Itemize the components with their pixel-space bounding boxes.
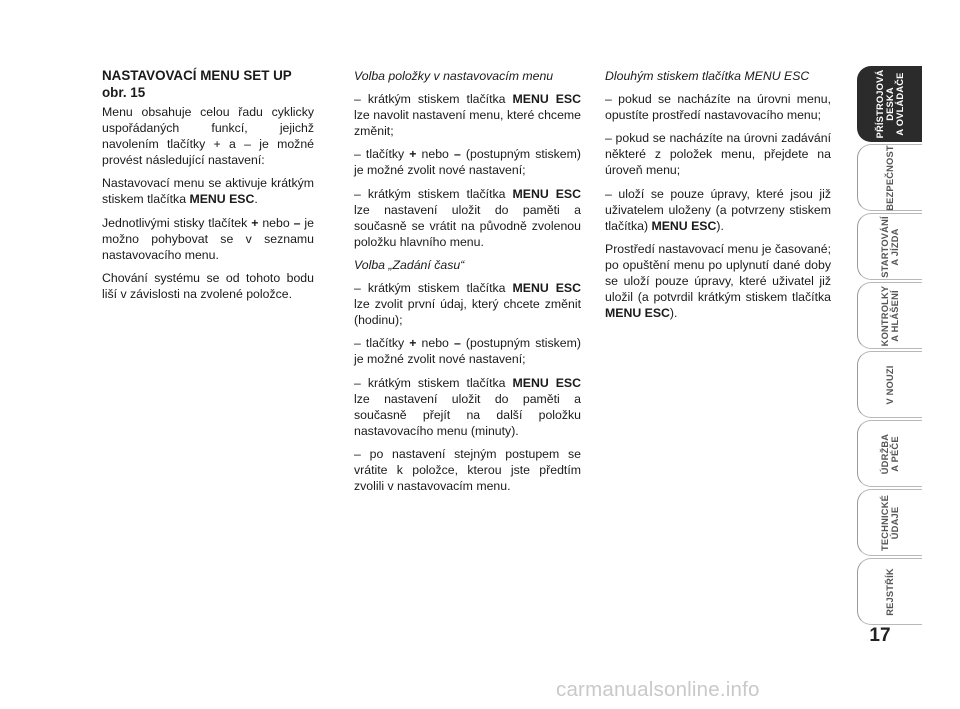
- section-title: NASTAVOVACÍ MENU SET UP obr. 15: [102, 68, 292, 100]
- list-item: – tlačítky + nebo – (postupným stiskem) je možné zvolit nové nastavení;: [354, 336, 581, 367]
- paragraph: Nastavovací menu se aktivuje krátkým stiskem tlačítka MENU ESC.: [102, 176, 314, 207]
- tab-label: REJSTŘÍK: [885, 567, 895, 616]
- watermark: carmanualsonline.info: [556, 678, 760, 701]
- list-item: – krátkým stiskem tlačítka MENU ESC lze nastavení uložit do paměti a současně se vrátit na původně zvolenou položku hlavního menu.: [354, 186, 581, 249]
- tab-label: PŘÍSTROJOVÁ DESKA A OVLÁDAČE: [874, 69, 905, 139]
- subheading: Volba položky v nastavovacím menu: [354, 69, 554, 83]
- paragraph: Jednotlivými stisky tlačítek + nebo – je možno pohybovat se v seznamu nastavovacího menu.: [102, 215, 314, 262]
- tab-bezpecnost[interactable]: [857, 144, 922, 211]
- list-item: – krátkým stiskem tlačítka MENU ESC lze nastavení uložit do paměti a současně přejít na další položku nastavovacího menu (minuty).: [354, 375, 581, 438]
- list-item: – pokud se nacházíte na úrovni zadávání některé z položek menu, přejdete na úroveň menu;: [605, 131, 831, 178]
- list-item: – tlačítky + nebo – (postupným stiskem) je možné zvolit nové nastavení;: [354, 147, 581, 178]
- list-item: – krátkým stiskem tlačítka MENU ESC lze zvolit první údaj, který chcete změnit (hodinu);: [354, 281, 581, 328]
- tab-label: TECHNICKÉ ÚDAJE: [880, 494, 900, 551]
- tab-label: KONTROLKY A HLÁŠENÍ: [880, 285, 900, 346]
- paragraph: Chování systému se od tohoto bodu liší v závislosti na zvolené položce.: [102, 270, 314, 301]
- tab-label: STARTOVÁNÍ A JÍZDA: [880, 215, 900, 278]
- tab-label: V NOUZI: [885, 364, 895, 405]
- tab-rejstrik[interactable]: [857, 558, 922, 625]
- tab-udrzba[interactable]: [857, 420, 922, 487]
- list-item: – pokud se nacházíte na úrovni menu, opustíte prostředí nastavovacího menu;: [605, 92, 831, 123]
- tab-startovani[interactable]: [857, 213, 922, 280]
- tab-pristrojova-deska[interactable]: [857, 66, 922, 142]
- subheading: Volba „Zadání času“: [354, 257, 465, 272]
- column-1: [102, 68, 314, 309]
- list-item: – uloží se pouze úpravy, které jsou již uživatelem uloženy (a potvrzeny stiskem tlačítka) MENU ESC).: [605, 186, 831, 233]
- column-3: [605, 68, 831, 328]
- list-item: – po nastavení stejným postupem se vrátite k položce, kterou jste předtím zvolili v nastavovacím menu.: [354, 446, 581, 494]
- tab-label: ÚDRŽBA A PÉČE: [880, 433, 900, 474]
- tab-technicke-udaje[interactable]: [857, 489, 922, 556]
- column-2: [354, 68, 581, 501]
- paragraph: Prostředí nastavovací menu je časované; po opuštění menu po uplynutí dané doby se uloží pouze úpravy, které uživatel již uložil (a potvrdil krátkým stiskem tlačítka MENU ESC).: [605, 241, 831, 321]
- subheading: Dlouhým stiskem tlačítka MENU ESC: [605, 69, 810, 83]
- tab-v-nouzi[interactable]: [857, 351, 922, 418]
- list-item: – krátkým stiskem tlačítka MENU ESC lze navolit nastavení menu, které chceme změnit;: [354, 92, 581, 139]
- chapter-tabs: [857, 66, 922, 627]
- paragraph: Menu obsahuje celou řadu cyklicky uspořádaných funkcí, jejichž navolením tlačítky + a – je možné provést následující nastavení:: [102, 105, 314, 168]
- tab-label: BEZPEČNOST: [885, 144, 895, 211]
- page-number: 17: [869, 625, 891, 646]
- tab-kontrolky[interactable]: [857, 282, 922, 349]
